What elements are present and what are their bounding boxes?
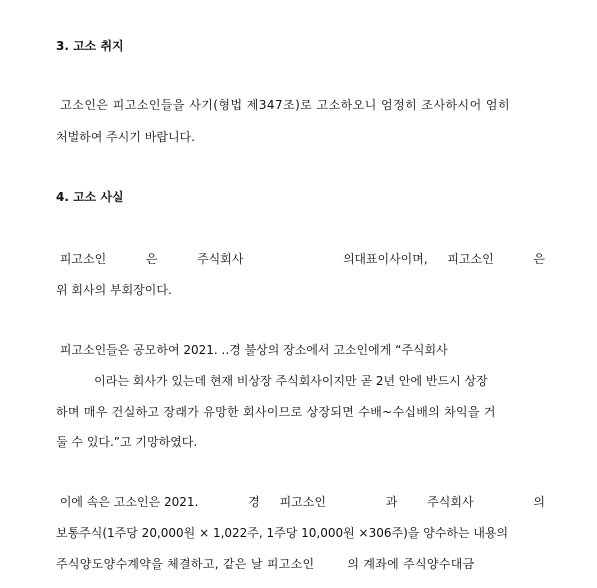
section-4-p1-line-1 bbox=[56, 251, 545, 267]
section-3-text-line-2: 처벌하여 주시기 바랍니다. bbox=[56, 130, 195, 144]
section-4-p1-line-2: 위 회사의 부회장이다. bbox=[56, 283, 172, 297]
text-segment: 피고소인 bbox=[279, 495, 326, 509]
section-4-p2-line-4: 둘 수 있다.”고 기망하였다. bbox=[56, 435, 198, 449]
text-segment: 주식회사 bbox=[427, 495, 474, 509]
section-4-p3-line-2: 보통주식(1주당 20,000원 × 1,022주, 1주당 10,000원 ×306주)을 양수하는 내용의 bbox=[56, 526, 509, 540]
text-segment: 과 bbox=[385, 495, 398, 509]
text-segment: 의 bbox=[533, 495, 545, 509]
text-segment: 이에 속은 고소인은 2021. bbox=[56, 495, 199, 509]
text-segment: 은 bbox=[533, 252, 545, 266]
text-segment: 주식회사 bbox=[197, 252, 244, 266]
text-segment: 피고소인 bbox=[447, 252, 494, 266]
section-4-p2-line-3: 하며 매우 건실하고 장래가 유망한 회사이므로 상장되면 수배~수십배의 차익을 거 bbox=[56, 405, 496, 419]
section-3-heading: 3. 고소 취지 bbox=[56, 39, 124, 53]
text-segment: 은 bbox=[145, 252, 158, 266]
text-segment: 피고소인 bbox=[56, 252, 107, 266]
section-4-heading: 4. 고소 사실 bbox=[56, 190, 124, 204]
section-4-p3-line-3: 주식양도양수계약을 체결하고, 같은 날 피고소인 의 계좌에 주식양수대금 bbox=[56, 557, 475, 571]
section-4-p3-line-1 bbox=[56, 494, 545, 510]
text-segment: 의 bbox=[343, 252, 355, 266]
text-segment: 경 bbox=[248, 495, 260, 509]
section-3-text-line-1: 고소인은 피고소인들을 사기(형법 제347조)로 고소하오니 엄정히 조사하시어 엄히 bbox=[56, 98, 510, 112]
text-segment: 대표이사이며, bbox=[354, 252, 428, 266]
section-4-p2-line-2: 이라는 회사가 있는데 현재 비상장 주식회사이지만 곧 2년 안에 반드시 상장 bbox=[56, 374, 488, 388]
section-4-p2-line-1: 피고소인들은 공모하여 2021. ..경 불상의 장소에서 고소인에게 “주식회사 bbox=[56, 343, 448, 357]
